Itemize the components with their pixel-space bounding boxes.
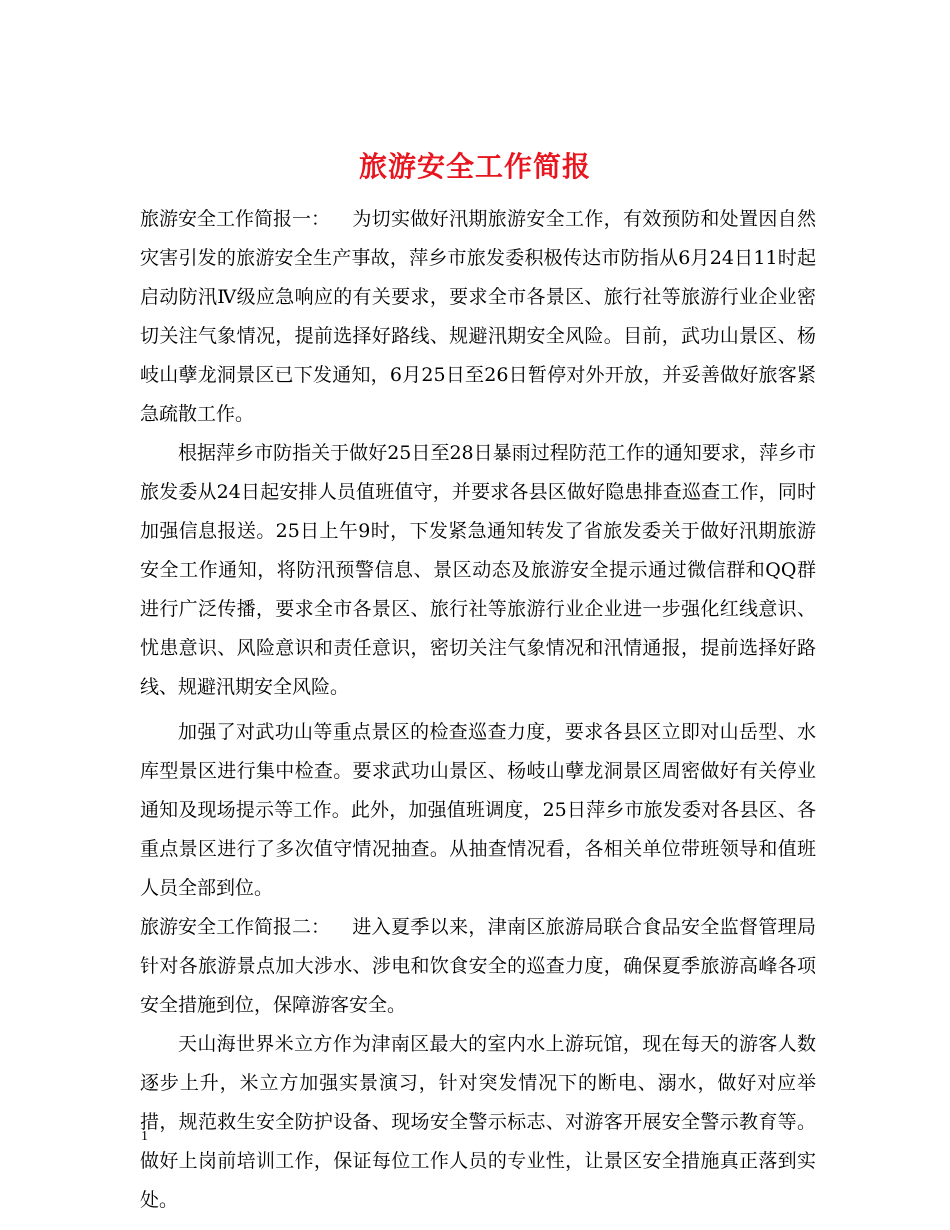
section-1-paragraph-3: 加强了对武功山等重点景区的检查巡查力度，要求各县区立即对山岳型、水库型景区进行集中检查。要求武功山景区、杨岐山孽龙洞景区周密做好有关停业通知及现场提示等工作。此外，加强值班调度，25日萍乡市旅发委对各县区、各重点景区进行了多次值守情况抽查。从抽查情况看，各相关单位带班领导和值班人员全部到位。 bbox=[140, 721, 816, 899]
section-1-paragraph-1 bbox=[140, 200, 816, 434]
section-2-paragraph-1 bbox=[140, 908, 816, 1025]
section-1-label: 旅游安全工作简报一： bbox=[140, 208, 331, 230]
section-2-paragraph-2: 天山海世界米立方作为津南区最大的室内水上游玩馆，现在每天的游客人数逐步上升，米立方加强实景演习，针对突发情况下的断电、溺水，做好对应举措，规范救生安全防护设备、现场安全警示标志、对游客开展安全警示教育等。做好上岗前培训工作，保证每位工作人员的专业性，让景区安全措施真正落到实处。 bbox=[140, 1033, 816, 1211]
page-title: 旅游安全工作简报 bbox=[358, 149, 591, 183]
section-2-paragraph-1-text: 进入夏季以来，津南区旅游局联合食品安全监督管理局针对各旅游景点加大涉水、涉电和饮食安全的巡查力度，确保夏季旅游高峰各项安全措施到位，保障游客安全。 bbox=[140, 916, 816, 1016]
section-2-label: 旅游安全工作简报二： bbox=[140, 916, 331, 938]
page-number: 1 bbox=[141, 1129, 148, 1144]
section-1-paragraph-2: 根据萍乡市防指关于做好25日至28日暴雨过程防范工作的通知要求，萍乡市旅发委从24日起安排人员值班值守，并要求各县区做好隐患排查巡查工作，同时加强信息报送。25日上午9时，下发紧急通知转发了省旅发委关于做好汛期旅游安全工作通知，将防汛预警信息、景区动态及旅游安全提示通过微信群和QQ群进行广泛传播，要求全市各景区、旅行社等旅游行业企业进一步强化红线意识、忧患意识、风险意识和责任意识，密切关注气象情况和汛情通报，提前选择好路线、规避汛期安全风险。 bbox=[140, 442, 816, 698]
section-1-paragraph-1-text: 为切实做好汛期旅游安全工作，有效预防和处置因自然灾害引发的旅游安全生产事故，萍乡市旅发委积极传达市防指从6月24日11时起启动防汛Ⅳ级应急响应的有关要求，要求全市各景区、旅行社等旅游行业企业密切关注气象情况，提前选择好路线、规避汛期安全风险。目前，武功山景区、杨岐山孽龙洞景区已下发通知，6月25日至26日暂停对外开放，并妥善做好旅客紧急疏散工作。 bbox=[140, 208, 816, 425]
document-body bbox=[140, 200, 816, 1226]
